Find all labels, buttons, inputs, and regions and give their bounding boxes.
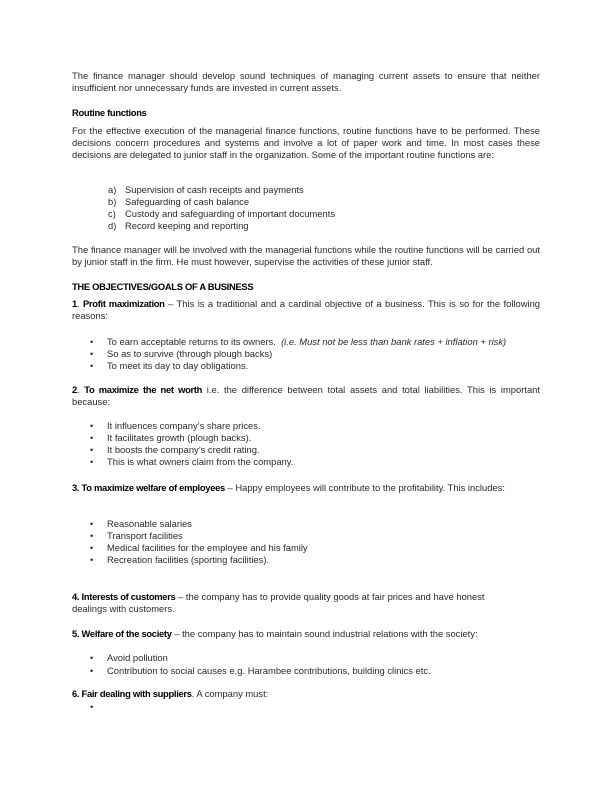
list-marker: b) xyxy=(108,196,117,207)
bullet-text: It influences company’s share prices. xyxy=(107,420,261,431)
bullet-icon: • xyxy=(90,444,94,455)
bullet-icon: • xyxy=(90,701,94,712)
objective-text: – This is a traditional and a cardinal objective of a business. This is so for the following reasons: xyxy=(72,298,541,321)
bullet-icon: • xyxy=(90,542,94,553)
list-marker: c) xyxy=(108,208,116,219)
bullet-text: Recreation facilities (sporting facilities). xyxy=(107,554,270,565)
objective-text: – the company has to maintain sound industrial relations with the society: xyxy=(171,628,478,639)
objective-2: 2. To maximize the net worth i.e. the difference between total assets and total liabilities. This is important because: xyxy=(72,384,540,407)
bullet-text: Transport facilities xyxy=(107,530,183,541)
bullet-icon: • xyxy=(90,456,94,467)
objective-text: – Happy employees will contribute to the profitability. This includes: xyxy=(224,482,505,493)
objective-text: . A company must: xyxy=(191,688,269,699)
objective-title: 4. Interests of customers xyxy=(72,591,176,602)
bullet-text: Avoid pollution xyxy=(107,652,168,663)
objective-number: 1 xyxy=(72,298,77,309)
objective-6 xyxy=(72,688,268,700)
bullet-text: Medical facilities for the employee and his family xyxy=(107,542,308,553)
list-text: Record keeping and reporting xyxy=(125,220,249,231)
bullet-icon: • xyxy=(90,652,94,663)
intro-paragraph: The finance manager should develop sound techniques of managing current assets to ensure that neither insufficient nor unnecessary funds are invested in current assets. xyxy=(72,70,540,93)
bullet-icon: • xyxy=(90,348,94,359)
bullet-note: (i.e. Must not be less than bank rates + inflation + risk) xyxy=(281,336,507,347)
objective-number: 2 xyxy=(72,384,77,395)
bullet-text: To meet its day to day obligations. xyxy=(107,360,249,371)
bullet-icon: • xyxy=(90,518,94,529)
bullet-text: It boosts the company’s credit rating. xyxy=(107,444,260,455)
bullet-text: Reasonable salaries xyxy=(107,518,192,529)
bullet-icon: • xyxy=(90,420,94,431)
objective-title: 6. Fair dealing with suppliers xyxy=(72,688,192,699)
objectives-heading: THE OBJECTIVES/GOALS OF A BUSINESS xyxy=(72,281,254,292)
bullet-icon: • xyxy=(90,432,94,443)
objective-1: 1. Profit maximization – This is a traditional and a cardinal objective of a business. This is so for the following reasons: xyxy=(72,298,541,321)
routine-paragraph: For the effective execution of the managerial finance functions, routine functions have to be performed. These decisions concern procedures and systems and involve a lot of paper work and time. In most cases these decisions are delegated to junior staff in the organization. Some of the important routine functions are: xyxy=(72,125,540,160)
objective-3 xyxy=(72,482,540,494)
objective-title: Profit maximization xyxy=(82,298,165,309)
bullet-icon: • xyxy=(90,530,94,541)
bullet-text-main: To earn acceptable returns to its owners. xyxy=(107,336,276,347)
bullet-text: This is what owners claim from the company. xyxy=(107,456,294,467)
list-marker: d) xyxy=(108,220,117,231)
list-text: Supervision of cash receipts and payments xyxy=(125,184,304,195)
bullet-icon: • xyxy=(90,665,94,676)
bullet-icon: • xyxy=(90,360,94,371)
routine-functions-heading: Routine functions xyxy=(72,107,147,118)
list-text: Safeguarding of cash balance xyxy=(125,196,250,207)
routine-closing-paragraph: The finance manager will be involved with the managerial functions while the routine functions will be carried out by junior staff in the firm. He must however, supervise the activities of these junior staff. xyxy=(72,244,540,267)
objective-4 xyxy=(72,591,485,603)
list-text: Custody and safeguarding of important documents xyxy=(125,208,336,219)
bullet-text: So as to survive (through plough backs) xyxy=(107,348,273,359)
objective-text: – the company has to provide quality goods at fair prices and have honest xyxy=(175,591,485,602)
bullet-icon: • xyxy=(90,336,94,347)
objective-title: 5. Welfare of the society xyxy=(72,628,172,639)
bullet-icon: • xyxy=(90,554,94,565)
objective-4-continued: dealings with customers. xyxy=(72,603,175,614)
bullet-text xyxy=(107,336,506,348)
bullet-text: It facilitates growth (plough backs). xyxy=(107,432,252,443)
list-marker: a) xyxy=(108,184,117,195)
bullet-text: Contribution to social causes e.g. Harambee contributions, building clinics etc. xyxy=(107,665,431,676)
objective-text: i.e. the difference between total assets and total liabilities. This is important because: xyxy=(72,384,540,407)
objective-title: To maximize the net worth xyxy=(84,384,203,395)
objective-5 xyxy=(72,628,478,640)
objective-title: 3. To maximize welfare of employees xyxy=(72,482,225,493)
